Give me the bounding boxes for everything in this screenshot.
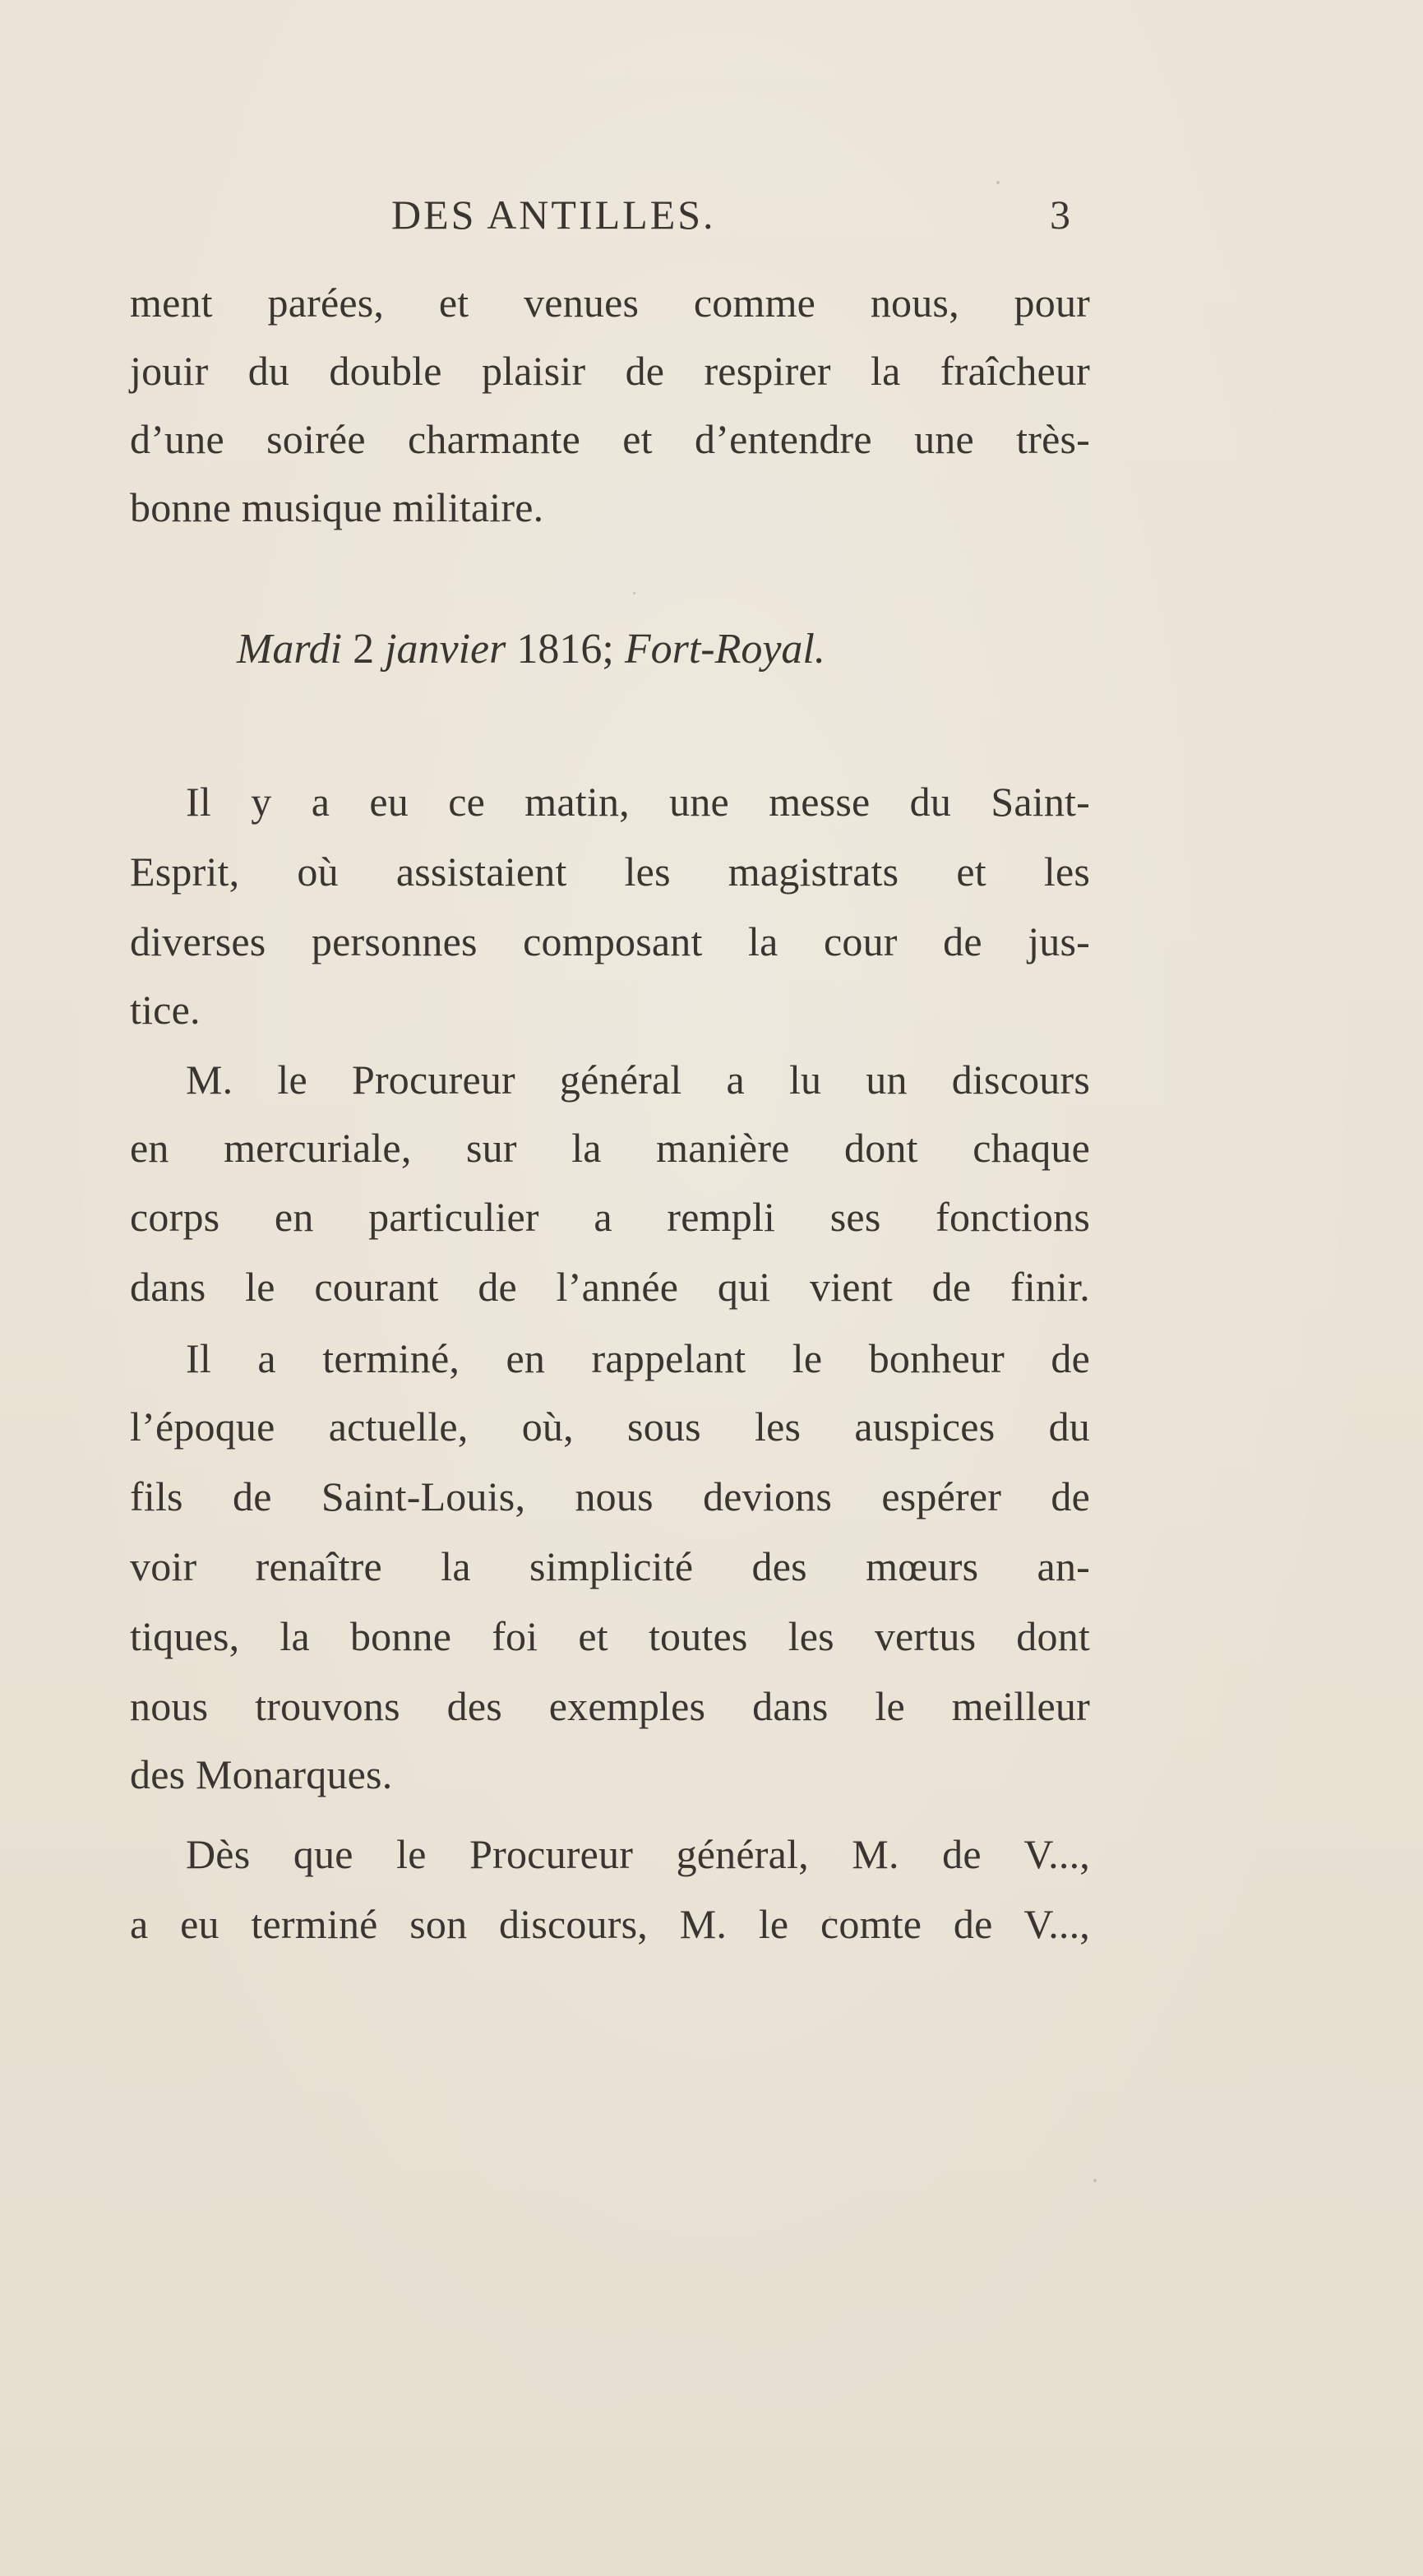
date-heading-place: Fort-Royal. — [624, 626, 825, 673]
text-line: des Monarques. — [130, 1751, 393, 1797]
text-line: fils de Saint-Louis, nous devions espérer de — [130, 1473, 1090, 1519]
date-heading-month: janvier — [385, 626, 506, 673]
text-line: corps en particulier a rempli ses fonctions — [130, 1194, 1090, 1240]
text-line: jouir du double plaisir de respirer la fraîcheur — [130, 348, 1090, 394]
paper-speck — [1093, 2179, 1097, 2182]
date-heading — [237, 625, 825, 673]
text-line: voir renaître la simplicité des mœurs an- — [130, 1543, 1090, 1589]
date-heading-year: 1816; — [506, 626, 625, 673]
paper-speck — [996, 181, 1000, 184]
date-heading-number: 2 — [342, 626, 386, 673]
text-line: d’une soirée charmante et d’entendre une très- — [130, 416, 1090, 462]
text-line: Esprit, où assistaient les magistrats et les — [130, 849, 1090, 895]
text-line: diverses personnes composant la cour de jus- — [130, 918, 1090, 964]
text-line: Il a terminé, en rappelant le bonheur de — [186, 1335, 1090, 1381]
text-line: l’époque actuelle, où, sous les auspices du — [130, 1404, 1090, 1450]
text-line: bonne musique militaire. — [130, 484, 544, 530]
date-heading-day: Mardi — [237, 626, 343, 673]
paper-speck — [829, 1916, 831, 1918]
running-header-title: DES ANTILLES. — [391, 192, 716, 238]
text-line: tiques, la bonne foi et toutes les vertus dont — [130, 1613, 1090, 1659]
page-number: 3 — [1050, 192, 1070, 238]
paper-speck — [633, 592, 635, 594]
text-line: Dès que le Procureur général, M. de V..., — [186, 1831, 1090, 1877]
text-line: ment parées, et venues comme nous, pour — [130, 280, 1090, 326]
text-line: en mercuriale, sur la manière dont chaque — [130, 1125, 1090, 1171]
text-line: a eu terminé son discours, M. le comte de V..., — [130, 1901, 1090, 1947]
text-line: dans le courant de l’année qui vient de finir. — [130, 1264, 1090, 1310]
text-line: Il y a eu ce matin, une messe du Saint- — [186, 779, 1090, 825]
text-line: M. le Procureur général a lu un discours — [186, 1057, 1090, 1103]
text-line: nous trouvons des exemples dans le meilleur — [130, 1683, 1090, 1729]
text-line: tice. — [130, 987, 201, 1033]
